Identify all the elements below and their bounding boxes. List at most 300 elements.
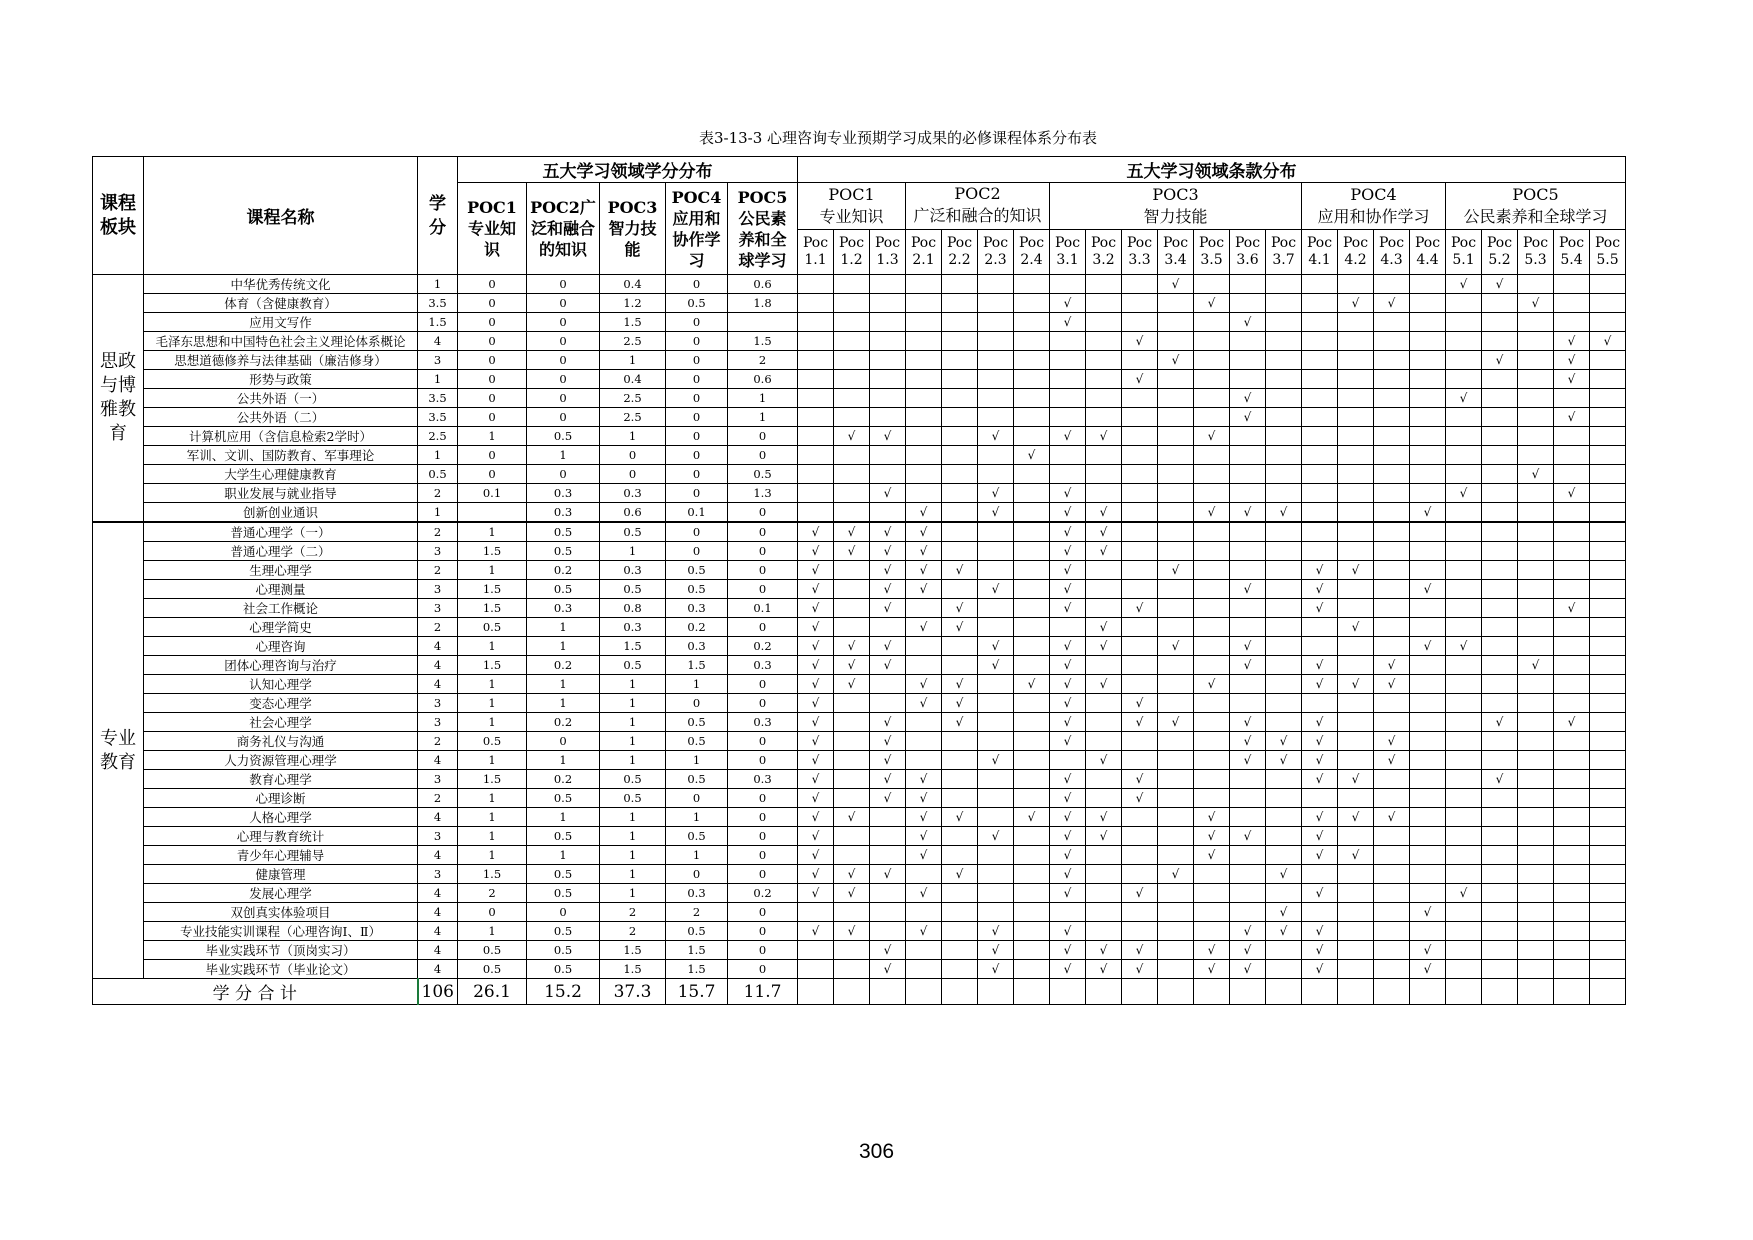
clause-cell — [1266, 332, 1302, 351]
poc1-credit: 0.5 — [458, 960, 527, 979]
clause-cell — [1338, 694, 1374, 713]
header-poc-number: 5.5 — [1596, 252, 1619, 268]
clause-cell — [1302, 542, 1338, 561]
clause-cell — [1410, 351, 1446, 370]
table-row — [93, 884, 1626, 903]
clause-check: √ — [1050, 294, 1086, 313]
clause-check: √ — [798, 675, 834, 694]
clause-cell — [906, 484, 942, 503]
clause-check: √ — [1194, 846, 1230, 865]
clause-cell — [942, 275, 978, 294]
clause-check: √ — [834, 675, 870, 694]
clause-cell — [942, 389, 978, 408]
poc1-credit: 0 — [458, 465, 527, 484]
header-poc-sub-1-3 — [870, 230, 906, 275]
clause-cell — [1266, 884, 1302, 903]
clause-cell — [1230, 332, 1266, 351]
clause-cell — [1338, 389, 1374, 408]
clause-cell — [1446, 713, 1482, 732]
total-clause-cell — [1158, 979, 1194, 1005]
clause-cell — [1230, 884, 1266, 903]
header-poc-number: 3.3 — [1128, 252, 1151, 268]
clause-cell — [1410, 465, 1446, 484]
clause-cell — [1230, 542, 1266, 561]
course-credit: 3 — [418, 770, 458, 789]
clause-cell — [1518, 389, 1554, 408]
course-credit: 3 — [418, 694, 458, 713]
clause-cell — [1338, 351, 1374, 370]
clause-cell — [906, 732, 942, 751]
clause-cell — [1518, 827, 1554, 846]
table-row — [93, 713, 1626, 732]
clause-check: √ — [906, 808, 942, 827]
poc2-credit: 0 — [527, 903, 600, 922]
clause-cell — [1194, 903, 1230, 922]
poc3-credit: 0.5 — [600, 789, 666, 808]
clause-cell — [1374, 637, 1410, 656]
clause-check: √ — [1086, 751, 1122, 770]
poc2-credit: 0.2 — [527, 713, 600, 732]
clause-cell — [942, 522, 978, 542]
table-row — [93, 808, 1626, 827]
course-credit: 3 — [418, 827, 458, 846]
poc3-credit: 2 — [600, 922, 666, 941]
clause-cell — [978, 846, 1014, 865]
clause-check: √ — [1302, 827, 1338, 846]
clause-cell — [834, 618, 870, 637]
header-poc3-credit — [600, 183, 666, 275]
poc1-credit: 1 — [458, 675, 527, 694]
clause-cell — [1014, 865, 1050, 884]
clause-cell — [1266, 827, 1302, 846]
total-clause-cell — [1014, 979, 1050, 1005]
table-row — [93, 446, 1626, 465]
clause-cell — [1122, 275, 1158, 294]
clause-cell — [1338, 865, 1374, 884]
clause-cell — [1338, 484, 1374, 503]
clause-cell — [1230, 522, 1266, 542]
poc4-credit: 0 — [666, 427, 728, 446]
clause-cell — [1590, 389, 1626, 408]
clause-cell — [1410, 846, 1446, 865]
poc4-credit: 1 — [666, 846, 728, 865]
table-row — [93, 332, 1626, 351]
clause-cell — [1194, 922, 1230, 941]
clause-cell — [1482, 884, 1518, 903]
header-poc-sub-4-3 — [1374, 230, 1410, 275]
header-poc-number: 2.3 — [984, 252, 1007, 268]
clause-check: √ — [1230, 503, 1266, 523]
header-block — [93, 157, 144, 275]
clause-cell — [1410, 751, 1446, 770]
clause-check: √ — [1086, 675, 1122, 694]
clause-cell — [1590, 675, 1626, 694]
clause-check: √ — [1374, 808, 1410, 827]
header-poc-number: 4.1 — [1308, 252, 1331, 268]
header-poc2-credit — [527, 183, 600, 275]
clause-cell — [1230, 789, 1266, 808]
header-poc-number: 3.5 — [1200, 252, 1223, 268]
poc4-credit: 1 — [666, 808, 728, 827]
clause-check: √ — [1518, 294, 1554, 313]
poc1-credit: 1.5 — [458, 542, 527, 561]
clause-check: √ — [1158, 713, 1194, 732]
clause-cell — [1050, 351, 1086, 370]
header-poc-prefix: Poc — [1306, 235, 1333, 251]
clause-cell — [1338, 580, 1374, 599]
clause-check: √ — [1410, 503, 1446, 523]
table-title: 表3-13-3 心理咨询专业预期学习成果的必修课程体系分布表 — [698, 129, 1098, 147]
clause-check: √ — [1446, 884, 1482, 903]
clause-cell — [798, 427, 834, 446]
poc2-credit: 1 — [527, 694, 600, 713]
clause-cell — [1266, 618, 1302, 637]
clause-check: √ — [1482, 275, 1518, 294]
course-credit: 4 — [418, 656, 458, 675]
clause-cell — [1482, 789, 1518, 808]
poc4-credit: 0.5 — [666, 922, 728, 941]
clause-cell — [1410, 675, 1446, 694]
total-clause-cell — [1302, 979, 1338, 1005]
clause-cell — [834, 294, 870, 313]
clause-cell — [1194, 618, 1230, 637]
course-name: 健康管理 — [144, 865, 418, 884]
clause-cell — [978, 389, 1014, 408]
header-poc-prefix: Poc — [1162, 235, 1189, 251]
table-row — [93, 542, 1626, 561]
clause-check: √ — [1050, 542, 1086, 561]
clause-cell — [1410, 561, 1446, 580]
clause-check: √ — [906, 827, 942, 846]
clause-check: √ — [798, 713, 834, 732]
header-poc5-code: POC5 — [1512, 185, 1559, 204]
clause-check: √ — [1302, 732, 1338, 751]
clause-check: √ — [906, 922, 942, 941]
clause-check: √ — [1230, 960, 1266, 979]
poc2-credit: 0.5 — [527, 580, 600, 599]
table-row — [93, 275, 1626, 294]
clause-cell — [1338, 922, 1374, 941]
course-credit: 4 — [418, 637, 458, 656]
clause-cell — [1302, 332, 1338, 351]
clause-cell — [1518, 732, 1554, 751]
total-clause-cell — [1554, 979, 1590, 1005]
header-poc-number: 5.3 — [1524, 252, 1547, 268]
poc2-credit: 1 — [527, 675, 600, 694]
clause-check: √ — [834, 522, 870, 542]
clause-cell — [1338, 827, 1374, 846]
course-name: 职业发展与就业指导 — [144, 484, 418, 503]
clause-cell — [834, 903, 870, 922]
clause-check: √ — [870, 732, 906, 751]
header-poc-sub-2-2 — [942, 230, 978, 275]
clause-cell — [1518, 789, 1554, 808]
clause-cell — [978, 313, 1014, 332]
table-row — [93, 408, 1626, 427]
clause-cell — [1086, 713, 1122, 732]
poc1-credit: 1 — [458, 713, 527, 732]
clause-check: √ — [1302, 713, 1338, 732]
clause-cell — [1194, 446, 1230, 465]
clause-cell — [906, 713, 942, 732]
total-clause-cell — [1590, 979, 1626, 1005]
clause-cell — [1014, 637, 1050, 656]
clause-check: √ — [1122, 960, 1158, 979]
clause-cell — [798, 503, 834, 523]
header-poc5-credit-text: POC5公民素养和全球学习 — [737, 187, 788, 270]
clause-cell — [1446, 427, 1482, 446]
total-clause-cell — [1230, 979, 1266, 1005]
clause-check: √ — [1446, 389, 1482, 408]
clause-cell — [1086, 294, 1122, 313]
clause-cell — [1158, 922, 1194, 941]
clause-cell — [870, 903, 906, 922]
poc4-credit: 0 — [666, 465, 728, 484]
clause-cell — [978, 713, 1014, 732]
course-name: 团体心理咨询与治疗 — [144, 656, 418, 675]
clause-cell — [1338, 465, 1374, 484]
clause-cell — [1410, 922, 1446, 941]
clause-check: √ — [942, 599, 978, 618]
course-name: 心理测量 — [144, 580, 418, 599]
clause-cell — [1446, 960, 1482, 979]
header-poc-prefix: Poc — [1054, 235, 1081, 251]
clause-cell — [1194, 561, 1230, 580]
clause-cell — [1410, 770, 1446, 789]
total-clause-cell — [1338, 979, 1374, 1005]
clause-cell — [1446, 446, 1482, 465]
clause-cell — [1158, 675, 1194, 694]
clause-cell — [1590, 351, 1626, 370]
poc4-credit: 0 — [666, 865, 728, 884]
clause-check: √ — [1266, 903, 1302, 922]
poc3-credit: 0.5 — [600, 770, 666, 789]
clause-check: √ — [1194, 675, 1230, 694]
clause-cell — [1266, 846, 1302, 865]
clause-cell — [1194, 351, 1230, 370]
header-poc-sub-3-1 — [1050, 230, 1086, 275]
clause-check: √ — [1050, 827, 1086, 846]
clause-check: √ — [1482, 351, 1518, 370]
clause-cell — [1158, 789, 1194, 808]
clause-cell — [1518, 713, 1554, 732]
clause-cell — [1554, 561, 1590, 580]
clause-cell — [1374, 561, 1410, 580]
poc4-credit: 0.5 — [666, 713, 728, 732]
clause-check: √ — [798, 561, 834, 580]
clause-cell — [1554, 427, 1590, 446]
clause-cell — [942, 370, 978, 389]
clause-cell — [1302, 789, 1338, 808]
clause-cell — [1086, 389, 1122, 408]
header-poc1-name: 专业知识 — [819, 207, 884, 226]
poc2-credit: 0 — [527, 732, 600, 751]
clause-cell — [1410, 808, 1446, 827]
clause-cell — [1194, 751, 1230, 770]
clause-cell — [1158, 580, 1194, 599]
course-name: 人力资源管理心理学 — [144, 751, 418, 770]
header-poc-prefix: Poc — [1234, 235, 1261, 251]
course-name: 发展心理学 — [144, 884, 418, 903]
header-poc5-name: 公民素养和全球学习 — [1463, 207, 1608, 226]
clause-cell — [1446, 922, 1482, 941]
clause-cell — [834, 846, 870, 865]
table-row — [93, 351, 1626, 370]
clause-cell — [1194, 865, 1230, 884]
clause-cell — [1482, 465, 1518, 484]
clause-cell — [1302, 694, 1338, 713]
clause-check: √ — [798, 789, 834, 808]
clause-cell — [1338, 884, 1374, 903]
clause-cell — [1302, 389, 1338, 408]
clause-cell — [1518, 694, 1554, 713]
course-credit: 4 — [418, 941, 458, 960]
clause-cell — [1554, 827, 1590, 846]
clause-cell — [1050, 408, 1086, 427]
clause-cell — [1014, 313, 1050, 332]
clause-cell — [1518, 751, 1554, 770]
clause-cell — [1230, 770, 1266, 789]
clause-check: √ — [906, 561, 942, 580]
poc5-credit: 0.6 — [728, 370, 798, 389]
clause-cell — [1518, 351, 1554, 370]
poc1-credit: 0 — [458, 294, 527, 313]
clause-cell — [1590, 446, 1626, 465]
clause-cell — [1554, 294, 1590, 313]
clause-cell — [1014, 522, 1050, 542]
clause-check: √ — [798, 580, 834, 599]
clause-cell — [1446, 751, 1482, 770]
clause-cell — [1194, 637, 1230, 656]
clause-cell — [978, 332, 1014, 351]
clause-cell — [1014, 389, 1050, 408]
poc4-credit: 0.5 — [666, 294, 728, 313]
clause-check: √ — [1122, 370, 1158, 389]
clause-check: √ — [1410, 903, 1446, 922]
clause-cell — [1194, 370, 1230, 389]
clause-cell — [1194, 542, 1230, 561]
clause-check: √ — [1050, 941, 1086, 960]
clause-cell — [1266, 808, 1302, 827]
clause-cell — [1590, 865, 1626, 884]
clause-cell — [1446, 465, 1482, 484]
clause-check: √ — [906, 789, 942, 808]
clause-check: √ — [870, 427, 906, 446]
clause-check: √ — [1302, 846, 1338, 865]
clause-check: √ — [1230, 922, 1266, 941]
clause-check: √ — [834, 884, 870, 903]
clause-cell — [1122, 808, 1158, 827]
header-poc-prefix: Poc — [982, 235, 1009, 251]
header-poc4-name: 应用和协作学习 — [1317, 207, 1430, 226]
clause-cell — [1266, 351, 1302, 370]
table-row — [93, 389, 1626, 408]
clause-cell — [1302, 275, 1338, 294]
clause-check: √ — [1050, 865, 1086, 884]
table-row — [93, 465, 1626, 484]
poc5-credit: 0 — [728, 732, 798, 751]
clause-check: √ — [1554, 370, 1590, 389]
header-credit — [418, 157, 458, 275]
total-clause-cell — [1194, 979, 1230, 1005]
poc4-credit: 1.5 — [666, 941, 728, 960]
clause-cell — [870, 275, 906, 294]
poc2-credit: 0.5 — [527, 542, 600, 561]
course-name: 变态心理学 — [144, 694, 418, 713]
clause-cell — [1014, 370, 1050, 389]
poc4-credit: 0.5 — [666, 770, 728, 789]
poc1-credit: 1.5 — [458, 656, 527, 675]
clause-cell — [1410, 370, 1446, 389]
clause-cell — [1446, 561, 1482, 580]
clause-cell — [1446, 846, 1482, 865]
poc4-credit: 1.5 — [666, 656, 728, 675]
clause-check: √ — [978, 960, 1014, 979]
header-poc-number: 2.2 — [948, 252, 971, 268]
poc4-credit: 0.3 — [666, 884, 728, 903]
poc3-credit: 1 — [600, 827, 666, 846]
clause-cell — [1410, 827, 1446, 846]
course-name: 社会心理学 — [144, 713, 418, 732]
course-name: 普通心理学（一） — [144, 522, 418, 542]
clause-cell — [1230, 675, 1266, 694]
clause-cell — [834, 713, 870, 732]
clause-cell — [798, 446, 834, 465]
total-clause-cell — [1086, 979, 1122, 1005]
clause-cell — [1050, 370, 1086, 389]
poc5-credit — [728, 313, 798, 332]
table-row — [93, 675, 1626, 694]
clause-check: √ — [1050, 637, 1086, 656]
clause-cell — [798, 275, 834, 294]
clause-check: √ — [978, 427, 1014, 446]
clause-cell — [1590, 903, 1626, 922]
course-name: 专业技能实训课程（心理咨询Ⅰ、Ⅱ） — [144, 922, 418, 941]
poc5-credit: 1.8 — [728, 294, 798, 313]
poc4-credit: 0 — [666, 313, 728, 332]
clause-cell — [1410, 618, 1446, 637]
clause-check: √ — [1122, 789, 1158, 808]
clause-check: √ — [1086, 618, 1122, 637]
clause-cell — [1410, 313, 1446, 332]
poc3-credit: 1 — [600, 808, 666, 827]
clause-cell — [870, 922, 906, 941]
clause-cell — [906, 599, 942, 618]
clause-check: √ — [798, 618, 834, 637]
clause-cell — [1410, 656, 1446, 675]
clause-check: √ — [798, 542, 834, 561]
clause-cell — [1410, 408, 1446, 427]
poc5-credit: 1 — [728, 408, 798, 427]
clause-check: √ — [1302, 599, 1338, 618]
poc2-credit: 1 — [527, 637, 600, 656]
clause-cell — [1482, 846, 1518, 865]
course-credit: 3 — [418, 542, 458, 561]
clause-check: √ — [1302, 561, 1338, 580]
clause-check: √ — [1302, 675, 1338, 694]
total-clause-cell — [798, 979, 834, 1005]
poc1-credit: 1.5 — [458, 580, 527, 599]
clause-cell — [1014, 960, 1050, 979]
clause-check: √ — [978, 751, 1014, 770]
clause-check: √ — [978, 827, 1014, 846]
clause-cell — [1086, 770, 1122, 789]
clause-cell — [1158, 618, 1194, 637]
header-poc-number: 3.6 — [1236, 252, 1259, 268]
clause-cell — [1266, 389, 1302, 408]
clause-check: √ — [870, 637, 906, 656]
clause-cell — [1302, 408, 1338, 427]
